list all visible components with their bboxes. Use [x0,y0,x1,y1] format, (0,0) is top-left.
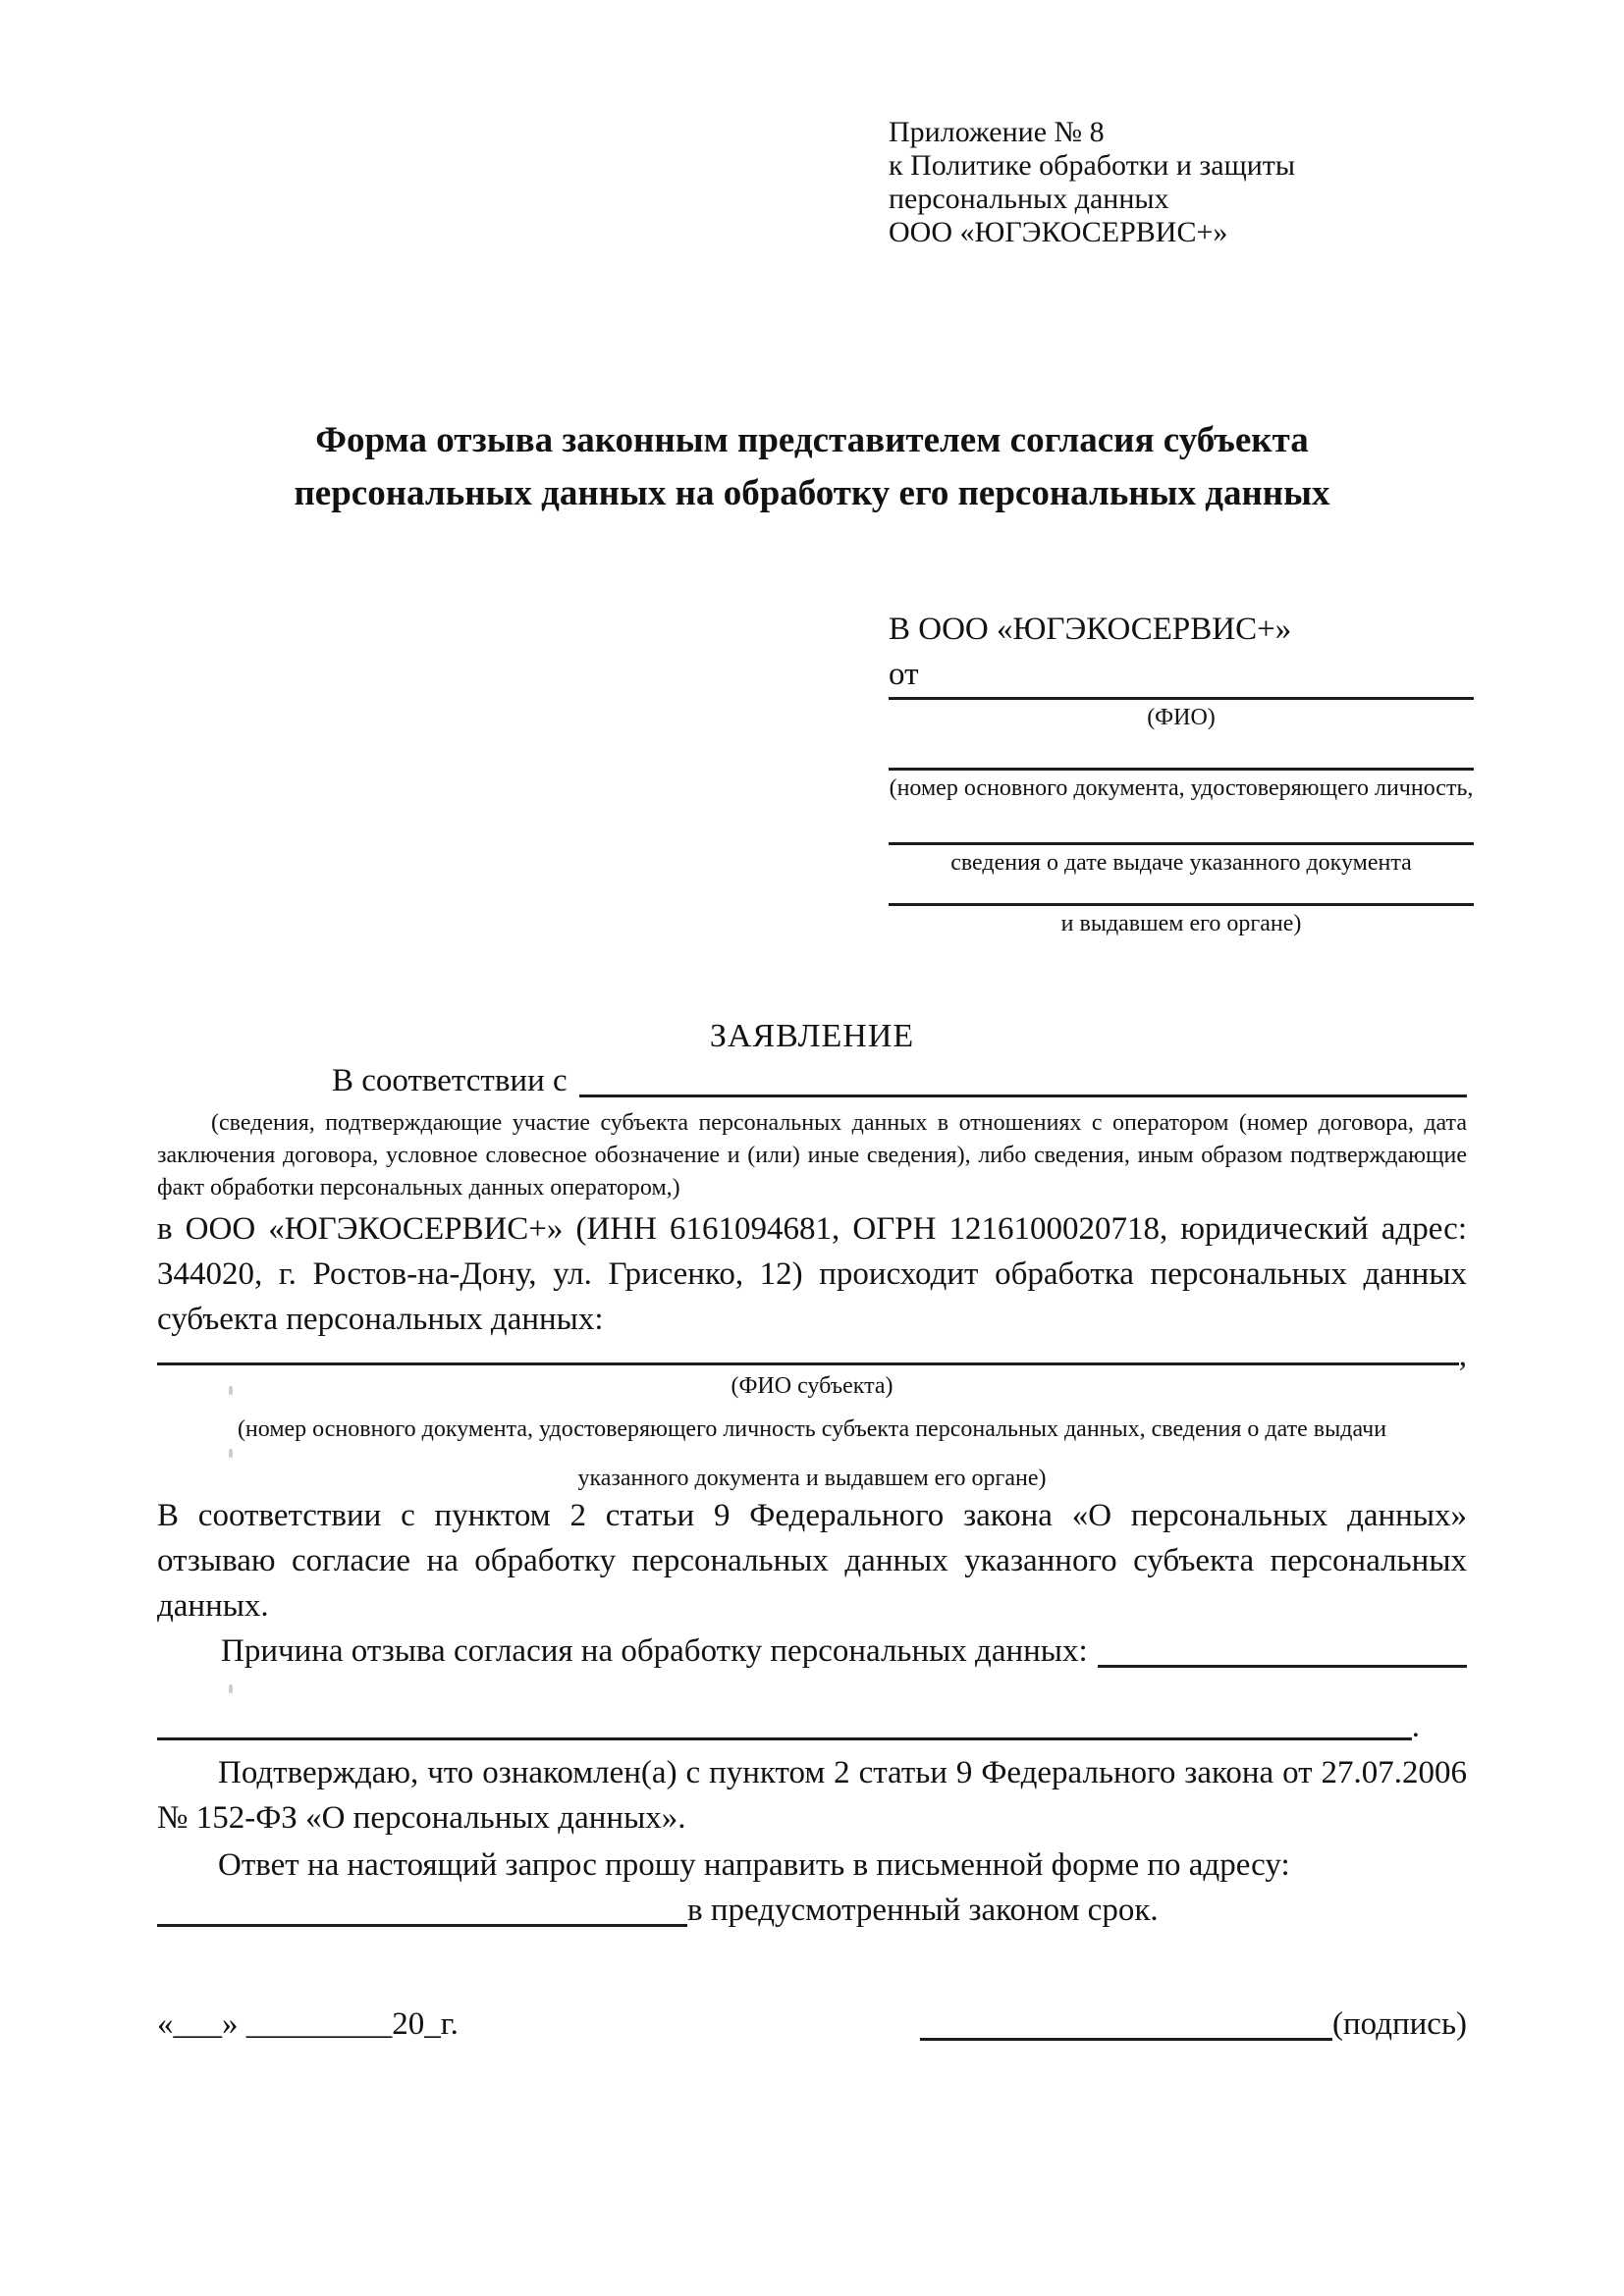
intro-prefix: В соответствии с [332,1063,568,1098]
appendix-line: персональных данных [889,183,1169,215]
date-template: «___» _________20_г. [157,2006,459,2042]
caption-subject-doc-line2: указанного документа и выдавшем его органе) [577,1466,1047,1491]
subject-name-line [157,1338,1467,1373]
statement-heading: ЗАЯВЛЕНИЕ [709,1018,915,1054]
recipient-block [889,607,1474,938]
blank-field-consent-basis [579,1095,1467,1097]
caption-doc-number: (номер основного документа, удостоверяющего личность, [889,775,1474,801]
reply-address-line [157,1888,1467,1933]
appendix-header [889,116,1467,249]
document-title: Форма отзыва законным представителем согласия субъекта персональных данных на обработку его персональных данных [294,420,1330,513]
scan-artifact-dot [229,1386,233,1395]
recipient-from: от [889,657,919,692]
reply-suffix: в предусмотренный законом срок. [687,1893,1159,1928]
recipient-to: В ООО «ЮГЭКОСЕРВИС+» [889,612,1292,647]
blank-field-doc-issue-date [889,842,1474,845]
blank-field-withdrawal-reason-continued [157,1737,1412,1740]
subject-line-comma: , [1458,1338,1467,1373]
blank-field-signature [920,2038,1332,2041]
intro-line [157,1058,1467,1103]
confirm-paragraph: Подтверждаю, что ознакомлен(а) с пунктом 2 статьи 9 Федерального закона от 27.07.2006 № 152-ФЗ «О персональных данных». [157,1755,1467,1836]
blank-field-reply-address [157,1924,687,1927]
operator-paragraph: в ООО «ЮГЭКОСЕРВИС+» (ИНН 6161094681, ОГРН 1216100020718, юридический адрес: 344020, г. Ростов-на-Дону, ул. Грисенко, 12) происходит обработка персональных данных субъекта персональных данных: [157,1211,1467,1337]
withdraw-paragraph: В соответствии с пунктом 2 статьи 9 Федерального закона «О персональных данных» отзываю согласие на обработку персональных данных указанного субъекта персональных данных. [157,1498,1467,1624]
appendix-line: к Политике обработки и защиты [889,149,1296,182]
blank-field-subject-name [157,1362,1459,1365]
reason-line [157,1629,1467,1674]
signature-caption: (подпись) [1332,2006,1467,2042]
caption-subject-fio: (ФИО субъекта) [731,1373,893,1399]
reason-line-period: . [1411,1709,1420,1744]
blank-field-representative-doc-number [889,768,1474,771]
reason-continuation-line [157,1707,1420,1746]
blank-field-withdrawal-reason [1098,1665,1467,1668]
intro-caption: (сведения, подтверждающие участие субъекта персональных данных в отношениях с оператором (номер договора, дата заключения договора, условное словесное обозначение и (или) иные сведения), либо сведения, иным образом подтверждающие факт обработки персональных данных оператором,) [157,1110,1467,1201]
appendix-line: ООО «ЮГЭКОСЕРВИС+» [889,216,1228,248]
caption-subject-doc-line1: (номер основного документа, удостоверяющего личность субъекта персональных данных, сведения о дате выдачи [237,1416,1387,1442]
appendix-line: Приложение № 8 [889,116,1105,148]
blank-field-representative-name [889,697,1474,700]
scan-artifact-dot [229,1449,233,1458]
blank-field-doc-issuer [889,903,1474,906]
caption-doc-issuer: и выдавшем его органе) [1060,911,1302,936]
caption-doc-date: сведения о дате выдаче указанного документа [950,850,1412,876]
footer-row [157,2002,1467,2047]
reason-label: Причина отзыва согласия на обработку персональных данных: [221,1633,1088,1669]
signature-group [920,2002,1467,2047]
caption-fio: (ФИО) [1147,705,1216,730]
reply-paragraph: Ответ на настоящий запрос прошу направить в письменной форме по адресу: [218,1847,1290,1883]
scan-artifact-dot [229,1684,233,1693]
